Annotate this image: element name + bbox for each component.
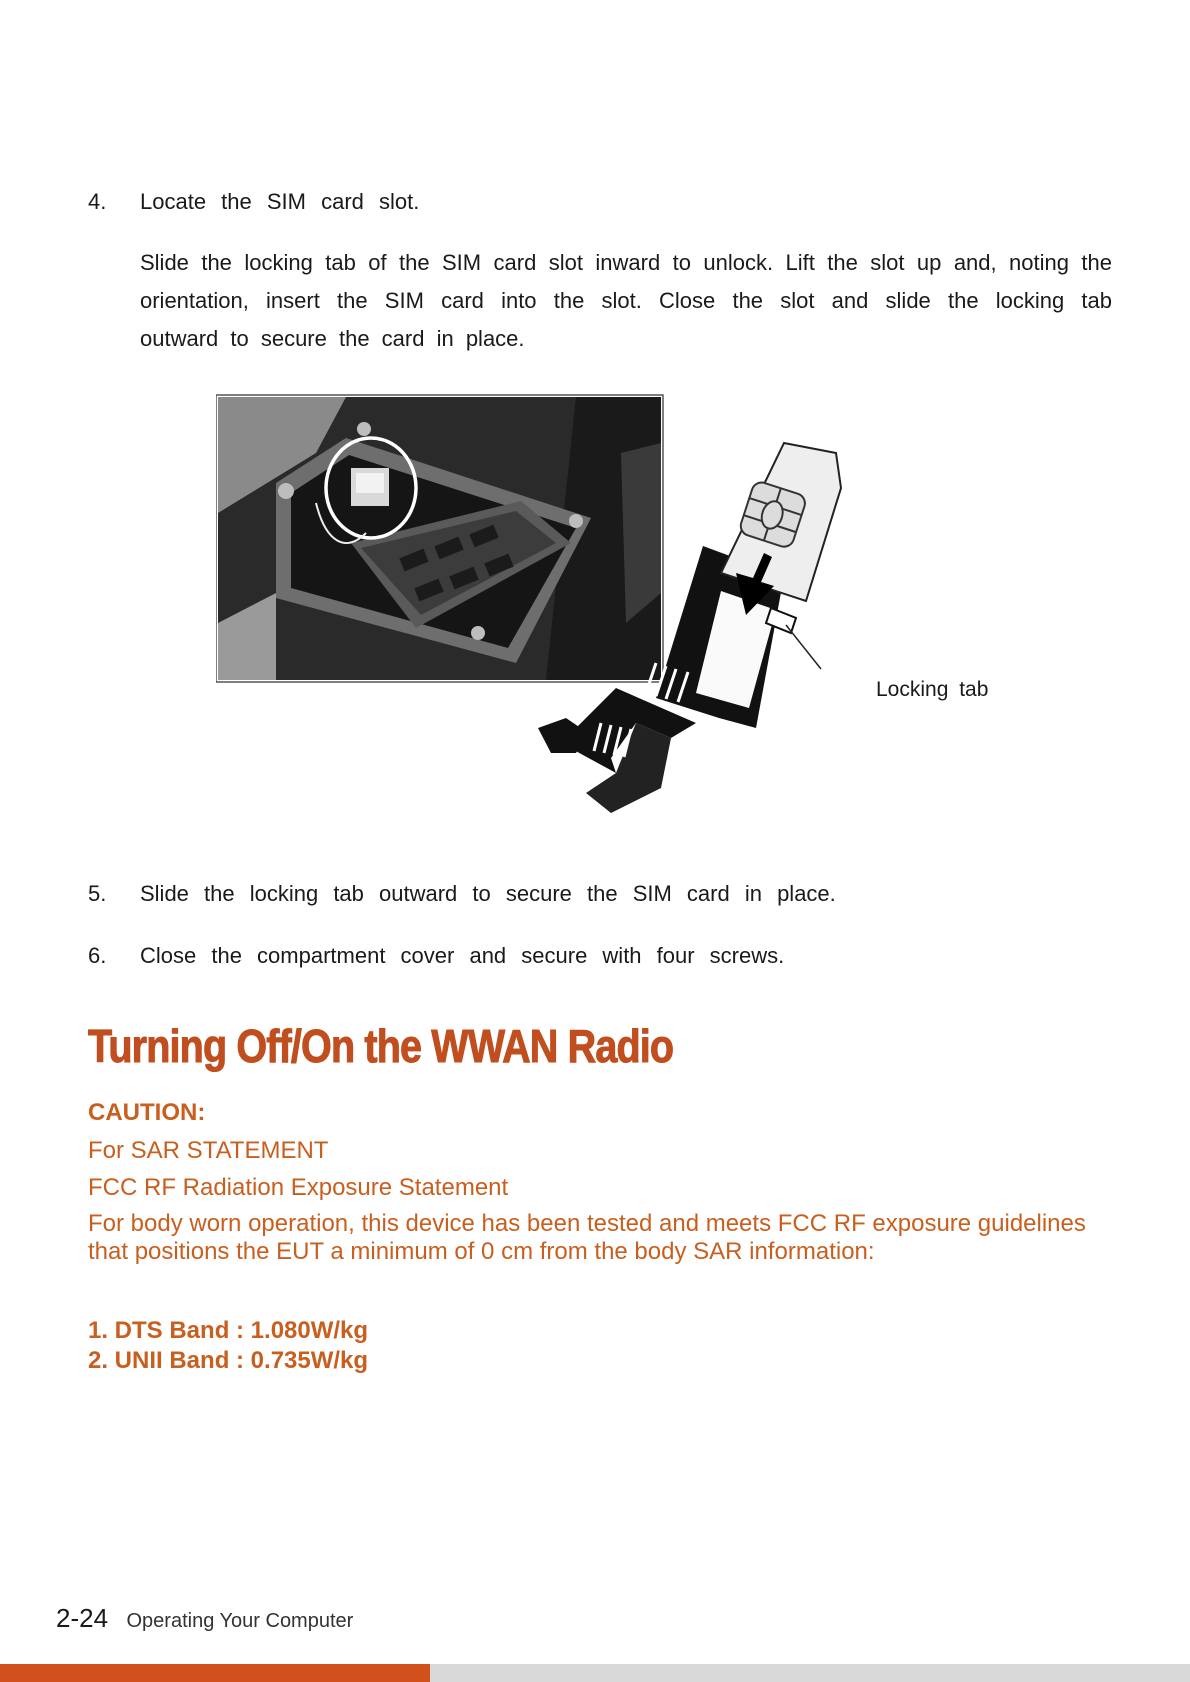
sar-band-2: 2. UNII Band : 0.735W/kg — [88, 1347, 369, 1374]
chapter-title: Operating Your Computer — [126, 1610, 354, 1632]
section-heading: Turning Off/On the WWAN Radio — [88, 1020, 674, 1072]
footer-accent-bar — [0, 1664, 430, 1682]
step-text: Slide the locking tab outward to secure the SIM card in place. — [140, 881, 836, 906]
footer-gray-bar — [430, 1664, 1190, 1682]
step-number: 5. — [88, 881, 107, 906]
step-text: Locate the SIM card slot. — [140, 189, 420, 214]
step-number: 6. — [88, 943, 107, 968]
step-text: Close the compartment cover and secure with four screws. — [140, 943, 785, 968]
step-number: 4. — [88, 189, 107, 214]
caution-body: For body worn operation, this device has been tested and meets FCC RF exposure guidelines that positions the EUT a minimum of 0 cm from the body SAR information: — [88, 1210, 1086, 1265]
sar-band-1: 1. DTS Band : 1.080W/kg — [88, 1317, 369, 1344]
page-number: 2-24 — [56, 1603, 109, 1633]
sim-slot-figure — [216, 393, 1016, 843]
laptop-bottom-photo — [216, 395, 663, 682]
caution-line-1: For SAR STATEMENT — [88, 1137, 329, 1164]
locking-tab-callout: Locking tab — [876, 678, 989, 701]
step-4-detail: Slide the locking tab of the SIM card slot inward to unlock. Lift the slot up and, noting the orientation, insert the SIM card into the slot. Close the slot and slide the locking tab outward to secure the card in place. — [140, 250, 1112, 351]
caution-line-2: FCC RF Radiation Exposure Statement — [88, 1174, 509, 1201]
caution-title: CAUTION: — [88, 1099, 206, 1126]
page-footer — [56, 1603, 353, 1634]
